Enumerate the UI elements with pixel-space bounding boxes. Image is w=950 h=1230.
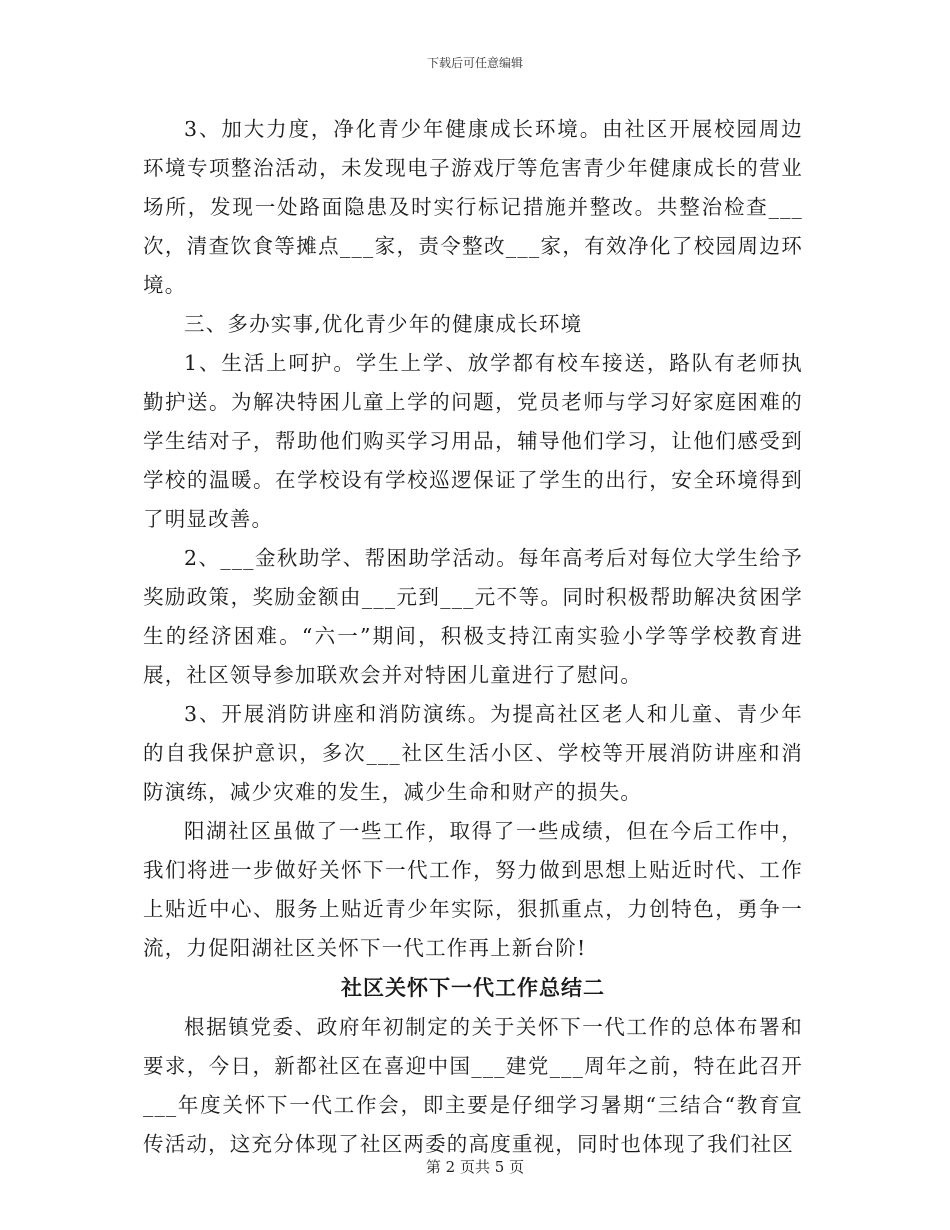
paragraph-summary-two: 根据镇党委、政府年初制定的关于关怀下一代工作的总体布署和要求，今日，新都社区在喜迎中国___建党___周年之前，特在此召开___年度关怀下一代工作会，即主要是仔细学习暑期“三结合“教育宣传活动，这充分体现了社区两委的高度重视，同时也体现了我们社区 (143, 1015, 803, 1156)
paragraph-life-care: 1、生活上呵护。学生上学、放学都有校车接送，路队有老师执勤护送。为解决特困儿童上学的问题，党员老师与学习好家庭困难的学生结对子，帮助他们购买学习用品，辅导他们学习，让他们感受到学校的温暖。在学校设有学校巡逻保证了学生的出行，安全环境得到了明显改善。 (143, 351, 803, 531)
paragraph-student-aid: 2、___金秋助学、帮困助学活动。每年高考后对每位大学生给予奖励政策，奖励金额由___元到___元不等。同时积极帮助解决贫困学生的经济困难。“六一”期间，积极支持江南实验小学等学校教育进展，社区领导参加联欢会并对特困儿童进行了慰问。 (143, 546, 803, 687)
section-title: 社区关怀下一代工作总结二 (341, 975, 605, 1000)
page-header: 下载后可任意编辑 (426, 56, 523, 70)
paragraph-fire-safety: 3、开展消防讲座和消防演练。为提高社区老人和儿童、青少年的自我保护意识，多次___社区生活小区、学校等开展消防讲座和消防演练，减少灾难的发生，减少生命和财产的损失。 (143, 702, 803, 804)
page-footer: 第 2 页共 5 页 (425, 1158, 525, 1176)
section-heading-three: 三、多办实事,优化青少年的健康成长环境 (184, 312, 583, 336)
paragraph-conclusion: 阳湖社区虽做了一些工作，取得了一些成绩，但在今后工作中，我们将进一步做好关怀下一代工作，努力做到思想上贴近时代、工作上贴近中心、服务上贴近青少年实际，狠抓重点，力创特色，勇争一流，力促阳湖社区关怀下一代工作再上新台阶! (143, 819, 803, 960)
document-body (143, 110, 803, 1164)
paragraph-environment: 3、加大力度，净化青少年健康成长环境。由社区开展校园周边环境专项整治活动，未发现电子游戏厅等危害青少年健康成长的营业场所，发现一处路面隐患及时实行标记措施并整改。共整治检查___次，清查饮食等摊点___家，责令整改___家，有效净化了校园周边环境。 (143, 117, 803, 297)
